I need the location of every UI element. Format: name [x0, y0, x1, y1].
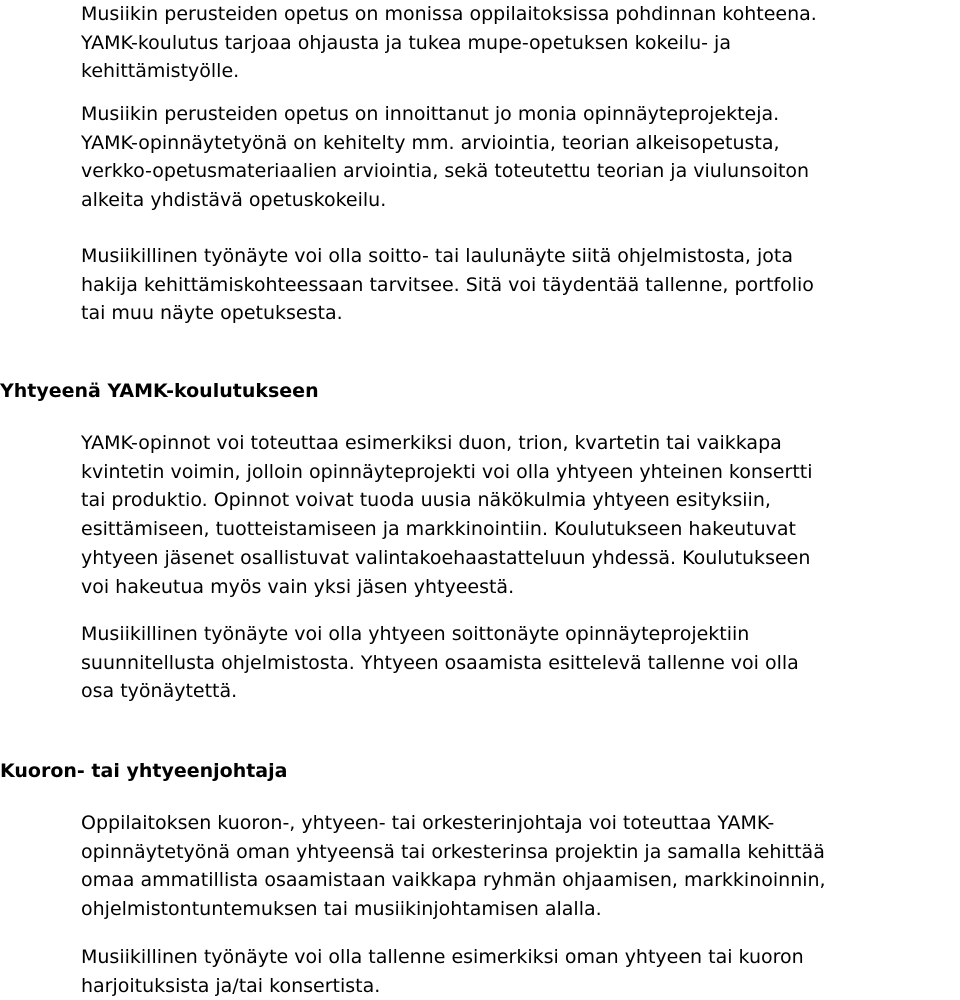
- text-line: osa työnäytettä.: [81, 680, 238, 703]
- text-line: YAMK-opinnot voi toteuttaa esimerkiksi duon, trion, kvartetin tai vaikkapa: [81, 432, 782, 454]
- text-line: YAMK-koulutus tarjoaa ohjausta ja tukea mupe-opetuksen kokeilu- ja: [81, 31, 731, 54]
- paragraph-mupe-sample: [81, 242, 956, 328]
- paragraph-mupe-intro: [81, 0, 956, 86]
- text-line: Musiikillinen työnäyte voi olla soitto- tai laulunäyte siitä ohjelmistosta, jota: [81, 245, 794, 267]
- paragraph-conductor-sample: [81, 943, 956, 1000]
- text-line: Musiikillinen työnäyte voi olla yhtyeen soittonäyte opinnäyteprojektiin: [81, 623, 750, 645]
- text-line: verkko-opetusmateriaalien arviointia, sekä toteutettu teorian ja viulunsoiton: [81, 160, 810, 183]
- section-heading-conductor: Kuoron- tai yhtyeenjohtaja: [0, 760, 288, 782]
- text-line: tai produktio. Opinnot voivat tuoda uusia näkökulmia yhtyeen esityksiin,: [81, 489, 771, 512]
- text-line: alkeita yhdistävä opetuskokeilu.: [81, 189, 387, 212]
- paragraph-ensemble-studies: [81, 429, 956, 601]
- text-line: kvintetin voimin, jolloin opinnäyteprojekti voi olla yhtyeen yhteinen konsertti: [81, 460, 813, 483]
- text-line: opinnäytetyönä oman yhtyeensä tai orkesterinsa projektin ja samalla kehittää: [81, 840, 825, 863]
- text-line: hakija kehittämiskohteessaan tarvitsee. Sitä voi täydentää tallenne, portfolio: [81, 273, 814, 296]
- text-line: yhtyeen jäsenet osallistuvat valintakoehaastatteluun yhdessä. Koulutukseen: [81, 546, 811, 569]
- text-line: voi hakeutua myös vain yksi jäsen yhtyeestä.: [81, 575, 515, 598]
- text-line: Musiikin perusteiden opetus on innoittanut jo monia opinnäyteprojekteja.: [81, 103, 780, 125]
- text-line: Musiikillinen työnäyte voi olla tallenne esimerkiksi oman yhtyeen tai kuoron: [81, 946, 804, 968]
- text-line: YAMK-opinnäytetyönä on kehitelty mm. arviointia, teorian alkeisopetusta,: [81, 131, 780, 154]
- text-line: tai muu näyte opetuksesta.: [81, 302, 343, 325]
- text-line: esittämiseen, tuotteistamiseen ja markkinointiin. Koulutukseen hakeutuvat: [81, 518, 796, 541]
- paragraph-conductor-studies: [81, 809, 956, 924]
- text-line: Oppilaitoksen kuoron-, yhtyeen- tai orkesterinjohtaja voi toteuttaa YAMK-: [81, 812, 775, 834]
- paragraph-mupe-projects: [81, 100, 956, 215]
- text-line: suunnitellusta ohjelmistosta. Yhtyeen osaamista esittelevä tallenne voi olla: [81, 651, 799, 674]
- section-heading-ensemble: Yhtyeenä YAMK-koulutukseen: [0, 380, 319, 402]
- text-line: Musiikin perusteiden opetus on monissa oppilaitoksissa pohdinnan kohteena.: [81, 3, 817, 25]
- paragraph-ensemble-sample: [81, 620, 956, 706]
- text-line: kehittämistyölle.: [81, 60, 240, 83]
- text-line: harjoituksista ja/tai konsertista.: [81, 974, 381, 997]
- text-line: ohjelmistontuntemuksen tai musiikinjohtamisen alalla.: [81, 898, 602, 921]
- text-line: omaa ammatillista osaamistaan vaikkapa ryhmän ohjaamisen, markkinoinnin,: [81, 869, 826, 892]
